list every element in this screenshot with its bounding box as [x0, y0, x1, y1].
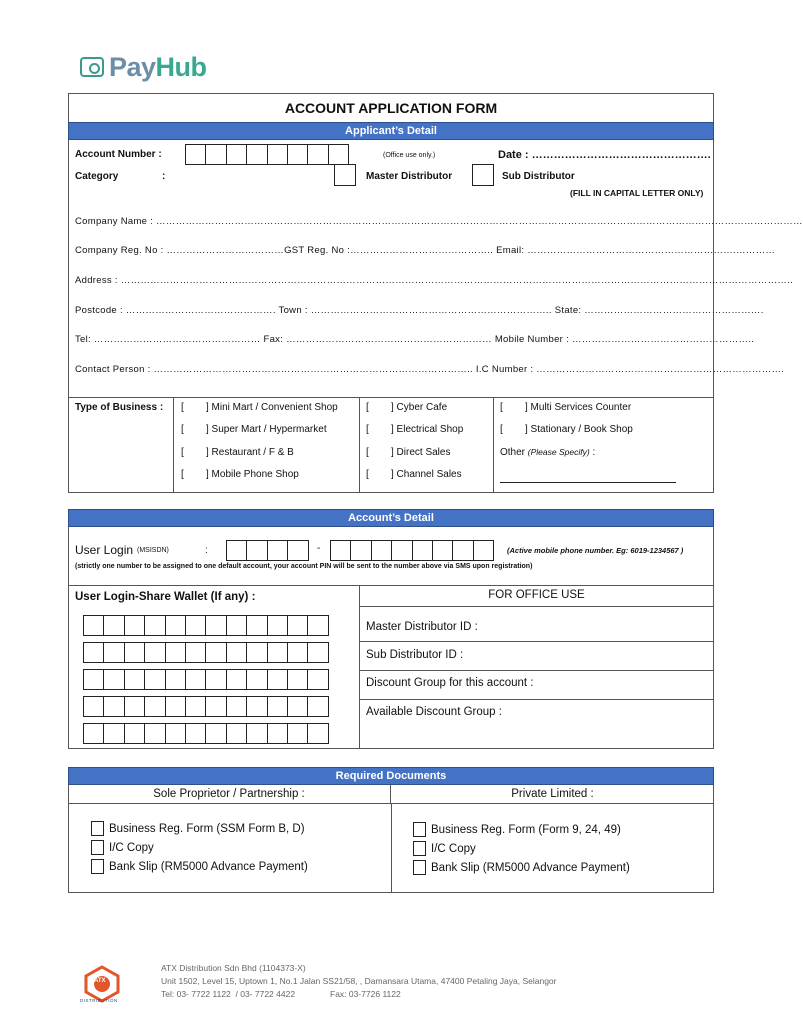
share-wallet-cell[interactable]: [246, 642, 267, 663]
divider: [359, 606, 714, 607]
share-wallet-cell[interactable]: [124, 642, 145, 663]
phone-number-cell[interactable]: [391, 540, 412, 561]
phone-prefix-boxes[interactable]: [227, 540, 309, 561]
type-of-business-label: Type of Business :: [75, 402, 164, 413]
company-name-field[interactable]: Company Name : ………………………………………………………………………………………………………………………………………………………………………………: [75, 216, 803, 227]
divider: [359, 699, 714, 700]
sub-distributor-id-field[interactable]: Sub Distributor ID :: [366, 649, 464, 661]
category-label: Category: [75, 171, 119, 182]
share-wallet-cell[interactable]: [83, 696, 104, 717]
share-wallet-cell[interactable]: [287, 669, 308, 690]
share-wallet-cell[interactable]: [83, 615, 104, 636]
share-wallet-cell[interactable]: [226, 615, 247, 636]
account-number-cell[interactable]: [328, 144, 349, 165]
divider: [359, 585, 360, 749]
share-wallet-cell[interactable]: [103, 696, 124, 717]
share-wallet-cell[interactable]: [165, 642, 186, 663]
share-wallet-cell[interactable]: [246, 669, 267, 690]
divider: [173, 397, 174, 493]
share-wallet-cell[interactable]: [185, 615, 206, 636]
share-wallet-cell[interactable]: [83, 669, 104, 690]
phone-number-cell[interactable]: [330, 540, 351, 561]
share-wallet-cell[interactable]: [205, 642, 226, 663]
share-wallet-cell[interactable]: [165, 696, 186, 717]
account-number-cell[interactable]: [226, 144, 247, 165]
phone-number-cell[interactable]: [473, 540, 494, 561]
fill-capital-note: (FILL IN CAPITAL LETTER ONLY): [570, 188, 704, 198]
share-wallet-cell[interactable]: [246, 723, 267, 744]
share-wallet-label: User Login-Share Wallet (If any) :: [75, 591, 256, 603]
business-option-super-mart[interactable]: [ ] Super Mart / Hypermarket: [181, 424, 327, 435]
phone-number-cell[interactable]: [350, 540, 371, 561]
phone-prefix-cell[interactable]: [287, 540, 308, 561]
share-wallet-cell[interactable]: [246, 615, 267, 636]
category-colon: :: [162, 171, 166, 182]
divider: [493, 397, 494, 493]
share-wallet-cell[interactable]: [103, 723, 124, 744]
account-number-cell[interactable]: [307, 144, 328, 165]
share-wallet-cell[interactable]: [144, 642, 165, 663]
doc-bank-slip: Bank Slip (RM5000 Advance Payment): [109, 860, 308, 873]
master-distributor-checkbox[interactable]: [334, 164, 356, 186]
account-number-cell[interactable]: [267, 144, 288, 165]
account-detail-header: Account’s Detail: [68, 509, 714, 527]
checkbox[interactable]: [413, 860, 426, 875]
share-wallet-cell[interactable]: [185, 696, 206, 717]
phone-number-boxes[interactable]: [331, 540, 494, 561]
share-wallet-cell[interactable]: [267, 696, 288, 717]
atx-logo-subtext: DISTRIBUTION: [80, 998, 118, 1003]
phone-number-cell[interactable]: [452, 540, 473, 561]
user-login-label: User Login: [75, 543, 134, 557]
phone-number-cell[interactable]: [412, 540, 433, 561]
business-option-direct-sales[interactable]: [ ] Direct Sales: [366, 447, 451, 458]
share-wallet-cell[interactable]: [124, 615, 145, 636]
account-number-boxes[interactable]: [186, 144, 349, 165]
share-wallet-cell[interactable]: [165, 615, 186, 636]
share-wallet-cell[interactable]: [185, 669, 206, 690]
business-option-cyber-cafe[interactable]: [ ] Cyber Cafe: [366, 402, 448, 413]
share-wallet-cell[interactable]: [205, 696, 226, 717]
for-office-use-header: FOR OFFICE USE: [488, 589, 585, 601]
share-wallet-cell[interactable]: [205, 615, 226, 636]
msisdn-label: (MSISDN): [137, 547, 169, 554]
atx-logo: [80, 965, 124, 1005]
share-wallet-cell[interactable]: [165, 669, 186, 690]
company-reg-field[interactable]: Company Reg. No : ………………………………GST Reg. No :…………………………………….. Email: ……………………………………………………….…………: [75, 245, 776, 256]
footer-address: Unit 1502, Level 15, Uptown 1, No.1 Jalan SS21/58, , Damansara Utama, 47400 Petaling Jaya, Selangor: [161, 976, 557, 986]
divider: [68, 397, 714, 398]
address-field[interactable]: Address : ……………………………………………………………………………………………………………………………………………………………………………………..: [75, 275, 794, 286]
share-wallet-cell[interactable]: [124, 669, 145, 690]
checkbox[interactable]: [91, 840, 104, 855]
tel-fax-mobile-field[interactable]: Tel: …………………………………………… Fax: ……………………………………………………… Mobile Number : ………………………………………………..: [75, 334, 755, 345]
footer-company: ATX Distribution Sdn Bhd (1104373-X): [161, 963, 306, 973]
share-wallet-cell[interactable]: [307, 642, 328, 663]
share-wallet-cell[interactable]: [267, 723, 288, 744]
phone-prefix-cell[interactable]: [226, 540, 247, 561]
checkbox[interactable]: [413, 822, 426, 837]
business-option-mobile-phone[interactable]: [ ] Mobile Phone Shop: [181, 469, 299, 480]
doc-business-reg: Business Reg. Form (SSM Form B, D): [109, 822, 305, 835]
share-wallet-cell[interactable]: [287, 642, 308, 663]
office-use-only-note: (Office use only.): [383, 152, 436, 159]
share-wallet-cell[interactable]: [205, 669, 226, 690]
share-wallet-cell[interactable]: [226, 669, 247, 690]
share-wallet-cell[interactable]: [144, 615, 165, 636]
discount-group-field[interactable]: Discount Group for this account :: [366, 677, 534, 689]
checkbox[interactable]: [91, 859, 104, 874]
phone-number-cell[interactable]: [371, 540, 392, 561]
share-wallet-cell[interactable]: [185, 723, 206, 744]
phone-dash: -: [317, 543, 321, 554]
divider: [359, 641, 714, 642]
share-wallet-cell[interactable]: [205, 723, 226, 744]
other-specify-input[interactable]: [500, 482, 676, 483]
user-login-colon: :: [205, 545, 208, 556]
share-wallet-cell[interactable]: [83, 723, 104, 744]
footer-fax: Fax: 03-7726 1122: [330, 989, 401, 999]
share-wallet-cell[interactable]: [103, 642, 124, 663]
sole-proprietor-checklist: [91, 819, 308, 876]
applicant-detail-header: Applicant’s Detail: [68, 122, 714, 140]
share-wallet-cell[interactable]: [185, 642, 206, 663]
contact-person-ic-field[interactable]: Contact Person : …………………………………………………………………………………….. I.C Number : ………………………………………………………………….: [75, 364, 785, 375]
share-wallet-cell[interactable]: [267, 642, 288, 663]
wallet-icon: [80, 57, 104, 77]
payhub-logo: [80, 52, 207, 82]
share-wallet-cell[interactable]: [103, 615, 124, 636]
share-wallet-cell[interactable]: [103, 669, 124, 690]
divider: [359, 670, 714, 671]
logo-text-hub: Hub: [155, 51, 207, 82]
share-wallet-cell[interactable]: [287, 723, 308, 744]
share-wallet-grid[interactable]: [84, 615, 329, 744]
logo-text-pay: Pay: [109, 51, 156, 82]
share-wallet-cell[interactable]: [144, 723, 165, 744]
divider: [359, 397, 360, 493]
checkbox[interactable]: [413, 841, 426, 856]
share-wallet-cell[interactable]: [307, 696, 328, 717]
share-wallet-cell[interactable]: [124, 723, 145, 744]
share-wallet-cell[interactable]: [287, 696, 308, 717]
other-specify-hint: (Please Specify): [527, 447, 590, 457]
share-wallet-cell[interactable]: [144, 669, 165, 690]
phone-number-cell[interactable]: [432, 540, 453, 561]
required-documents-header: Required Documents: [68, 767, 714, 785]
account-number-label: Account Number :: [75, 149, 162, 160]
business-option-multi-services[interactable]: [ ] Multi Services Counter: [500, 402, 632, 413]
account-number-cell[interactable]: [246, 144, 267, 165]
account-number-cell[interactable]: [185, 144, 206, 165]
business-option-mini-mart[interactable]: [ ] Mini Mart / Convenient Shop: [181, 402, 338, 413]
postcode-town-state-field[interactable]: Postcode : ………………………………………. Town : ……………………………………………………………….. State: ……………………………………………….: [75, 305, 764, 316]
doc-ic-copy: I/C Copy: [109, 841, 154, 854]
sole-proprietor-header: Sole Proprietor / Partnership :: [68, 785, 391, 804]
strict-one-number-note: (strictly one number to be assigned to one default account, your account PIN will be sent to the number above via SMS upon registration): [75, 563, 533, 570]
footer-tel: Tel: 03- 7722 1122 / 03- 7722 4422: [161, 989, 296, 999]
doc-ic-copy: I/C Copy: [431, 842, 476, 855]
share-wallet-cell[interactable]: [246, 696, 267, 717]
date-field[interactable]: Date : ………………………………………….: [498, 149, 711, 161]
doc-business-reg: Business Reg. Form (Form 9, 24, 49): [431, 823, 621, 836]
share-wallet-cell[interactable]: [307, 615, 328, 636]
business-option-other: [500, 447, 595, 458]
doc-bank-slip: Bank Slip (RM5000 Advance Payment): [431, 861, 630, 874]
share-wallet-cell[interactable]: [267, 669, 288, 690]
private-limited-header: Private Limited :: [391, 785, 714, 804]
other-colon: :: [592, 447, 596, 458]
business-option-stationary[interactable]: [ ] Stationary / Book Shop: [500, 424, 633, 435]
share-wallet-cell[interactable]: [226, 696, 247, 717]
phone-prefix-cell[interactable]: [246, 540, 267, 561]
share-wallet-cell[interactable]: [307, 669, 328, 690]
share-wallet-cell[interactable]: [144, 696, 165, 717]
divider: [68, 585, 714, 586]
form-title: ACCOUNT APPLICATION FORM: [284, 100, 498, 116]
sub-distributor-checkbox[interactable]: [472, 164, 494, 186]
active-mobile-note: (Active mobile phone number. Eg: 6019-1234567 ): [507, 546, 684, 555]
divider: [391, 804, 392, 893]
account-number-cell[interactable]: [205, 144, 226, 165]
sub-distributor-label: Sub Distributor: [502, 171, 575, 182]
checkbox[interactable]: [91, 821, 104, 836]
share-wallet-cell[interactable]: [267, 615, 288, 636]
other-label: Other: [500, 447, 526, 458]
atx-logo-text: ATX: [94, 978, 106, 984]
share-wallet-cell[interactable]: [165, 723, 186, 744]
business-option-restaurant[interactable]: [ ] Restaurant / F & B: [181, 447, 294, 458]
account-number-cell[interactable]: [287, 144, 308, 165]
share-wallet-cell[interactable]: [226, 723, 247, 744]
share-wallet-cell[interactable]: [307, 723, 328, 744]
master-distributor-id-field[interactable]: Master Distributor ID :: [366, 621, 478, 633]
available-discount-group-field[interactable]: Available Discount Group :: [366, 706, 502, 718]
share-wallet-cell[interactable]: [287, 615, 308, 636]
share-wallet-cell[interactable]: [124, 696, 145, 717]
business-option-channel-sales[interactable]: [ ] Channel Sales: [366, 469, 462, 480]
phone-prefix-cell[interactable]: [267, 540, 288, 561]
private-limited-checklist: [413, 820, 630, 877]
master-distributor-label: Master Distributor: [366, 171, 453, 182]
share-wallet-cell[interactable]: [83, 642, 104, 663]
business-option-electrical[interactable]: [ ] Electrical Shop: [366, 424, 464, 435]
share-wallet-cell[interactable]: [226, 642, 247, 663]
